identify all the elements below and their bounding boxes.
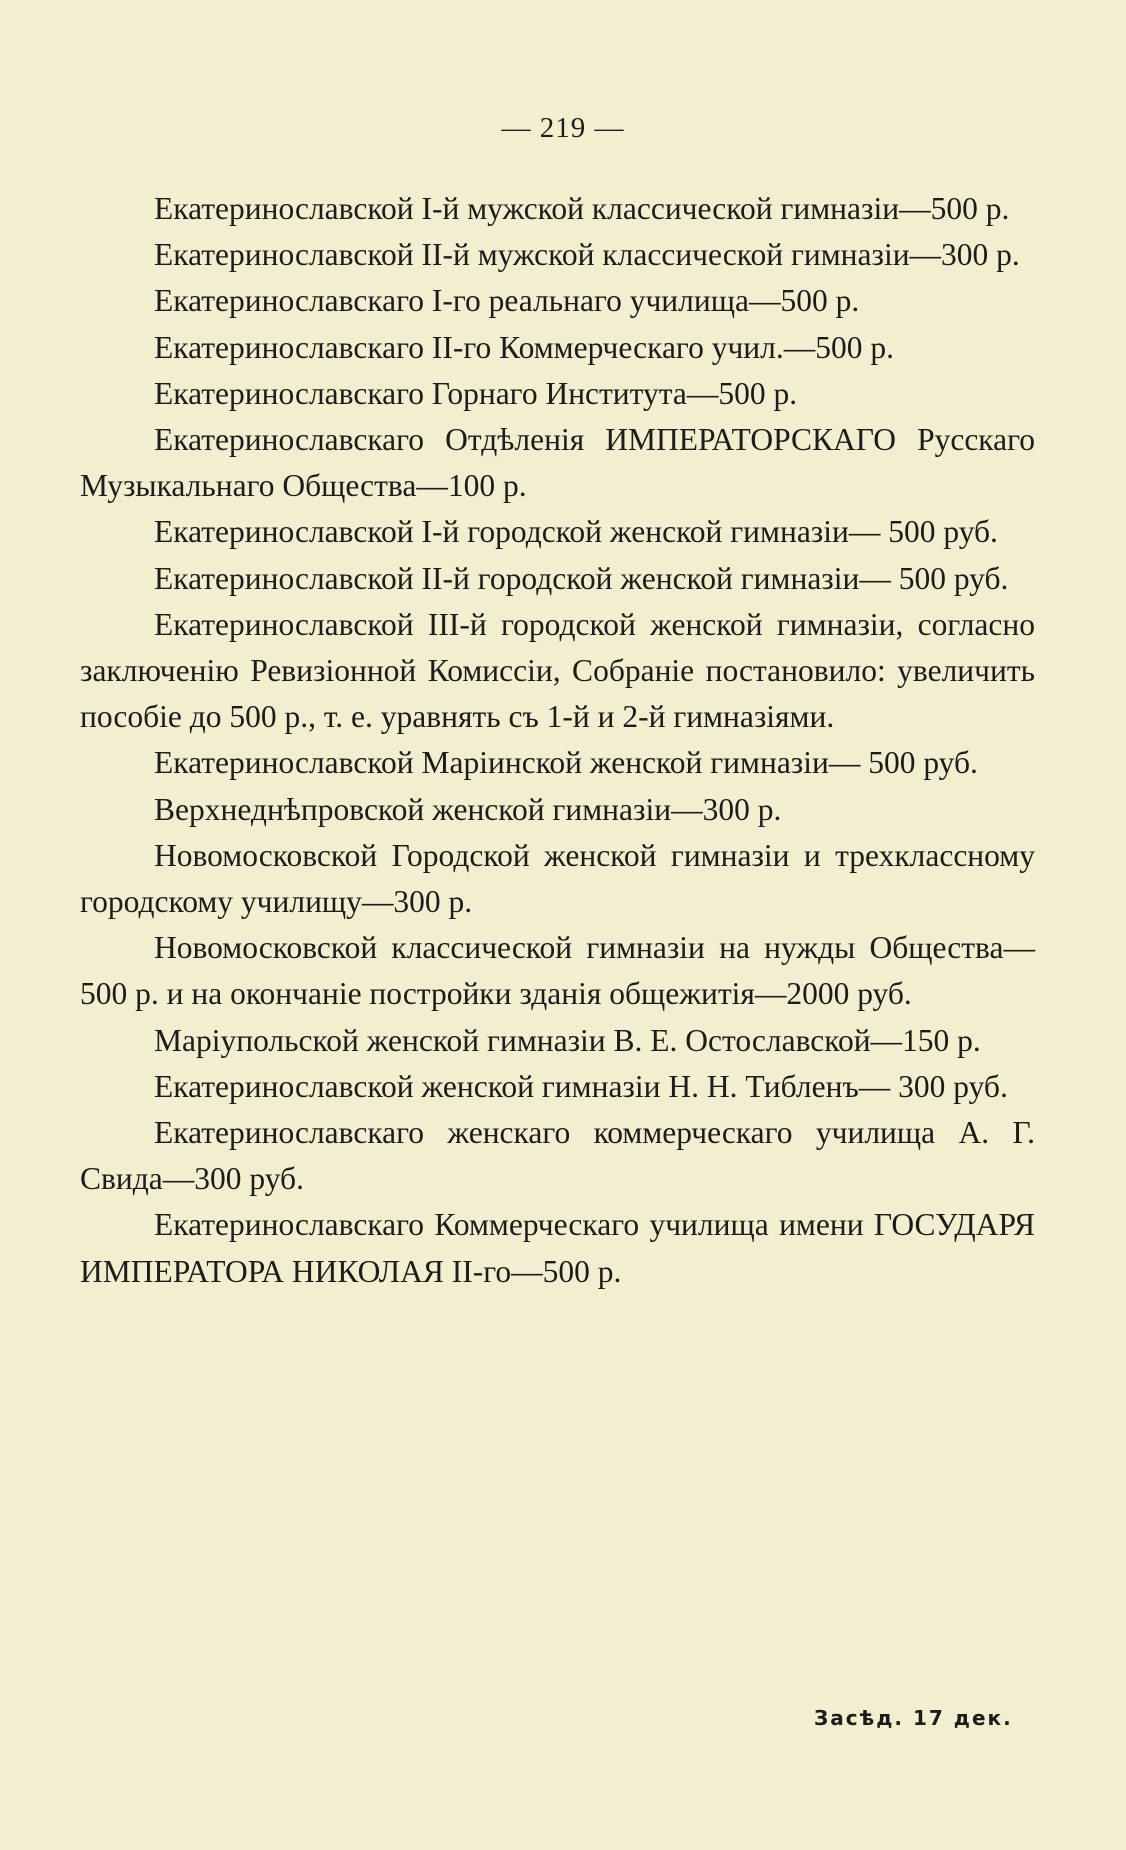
paragraph: Екатеринославской женской гимназіи Н. Н. Тибленъ— 300 руб. <box>154 1068 1008 1104</box>
paragraph: Екатеринославской Маріинской женской гимназіи— 500 руб. <box>154 745 978 781</box>
paragraph: Новомосковской классической гимназіи на нужды Общества—500 р. и на окончаніе постройки зданія общежитія—2000 руб. <box>80 930 1035 1012</box>
signature-mark: Засѣд. 17 дек. <box>814 1706 1013 1730</box>
paragraph: Екатеринославскаго Коммерческаго училища имени ГОСУДАРЯ ИМПЕРАТОРА НИКОЛАЯ II-го—500 р. <box>80 1207 1035 1289</box>
paragraph: Екатеринославскаго Отдѣленія ИМПЕРАТОРСКАГО Русскаго Музыкальнаго Общества—100 р. <box>80 422 1035 504</box>
paragraph: Екатеринославской I-й городской женской гимназіи— 500 руб. <box>154 514 998 550</box>
paragraph: Екатеринославскаго I-го реальнаго училища—500 р. <box>154 283 860 319</box>
paragraph: Маріупольской женской гимназіи В. Е. Остославской—150 р. <box>154 1022 981 1058</box>
paragraph: Екатеринославскаго женскаго коммерческаго училища А. Г. Свида—300 руб. <box>80 1115 1035 1197</box>
paragraph: Екатеринославскаго Горнаго Института—500 р. <box>154 375 798 411</box>
paragraph: Екатеринославской II-й мужской классической гимназіи—300 р. <box>154 237 1020 273</box>
paragraph: Екатеринославской I-й мужской классической гимназіи—500 р. <box>154 191 1010 226</box>
paragraph: Новомосковской Городской женской гимназіи и трехклассному городскому училищу—300 р. <box>80 837 1035 920</box>
paragraph: Верхнеднѣпровской женской гимназіи—300 р. <box>154 791 782 827</box>
paragraph: Екатеринославской II-й городской женской гимназіи— 500 руб. <box>154 560 1009 596</box>
page-number: — 219 — <box>501 112 625 144</box>
paragraph: Екатеринославскаго II-го Коммерческаго учил.—500 р. <box>154 329 894 365</box>
paragraph: Екатеринославской III-й городской женской гимназіи, согласно заключенію Ревизіонной Комиссіи, Собраніе постановило: увеличить пособіе до 500 р., т. е. уравнять съ 1-й и 2-й гимназіями. <box>80 606 1035 735</box>
body-text <box>80 186 1035 1295</box>
